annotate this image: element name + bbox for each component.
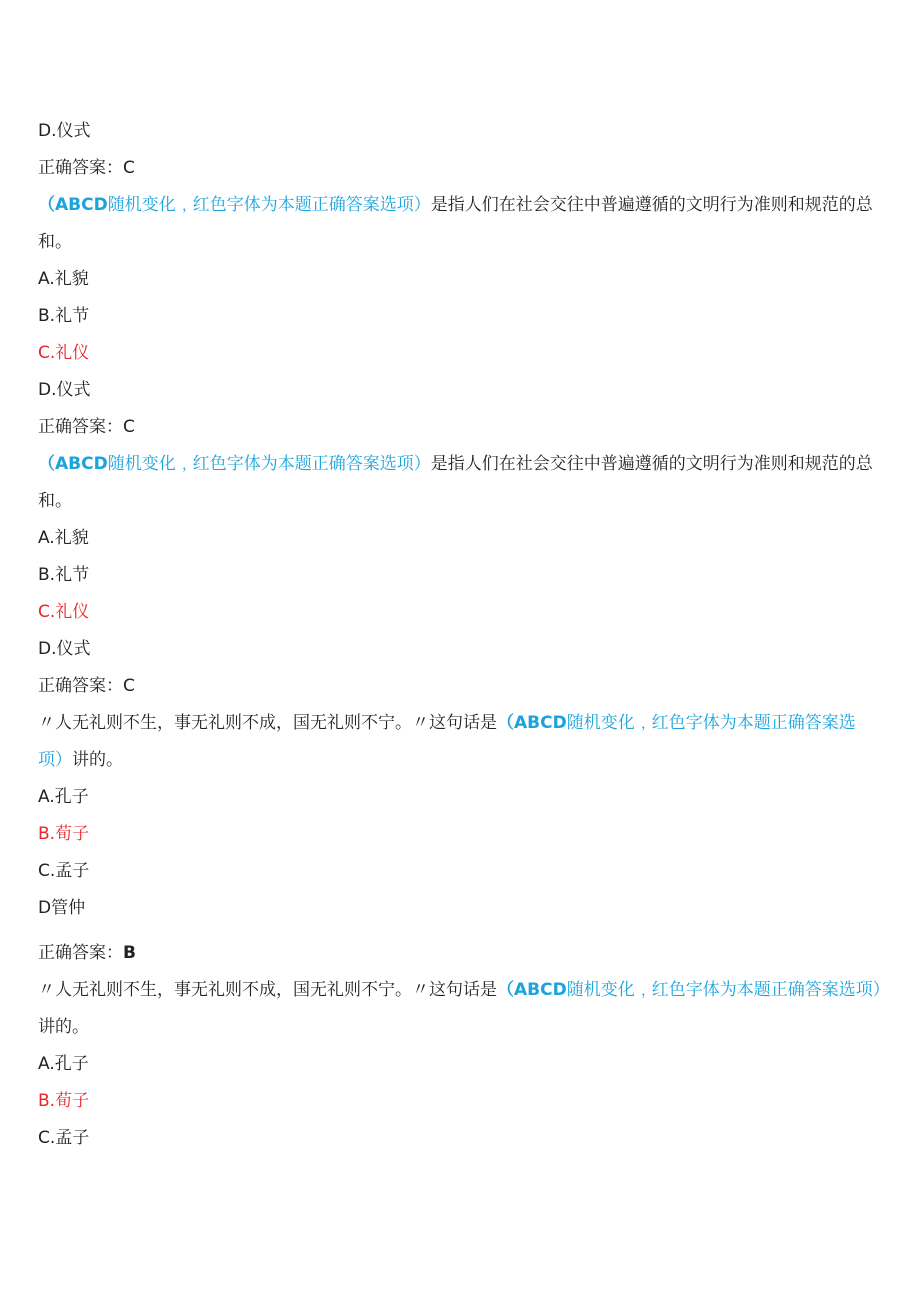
spacer — [38, 932, 868, 940]
question-tag-c: 红色字体为本题正确答案选项） — [651, 980, 890, 1000]
question-tag-a: （ABCD — [497, 713, 567, 733]
question-tag-a: （ABCD — [497, 980, 567, 1000]
answer-value: C — [123, 676, 135, 696]
answer-label: 正确答案： — [38, 158, 123, 178]
question-text: 是指人们在社会交往中普遍遵循的文明行为准则和规范的总 — [430, 454, 873, 474]
option-d: D.仪式 — [38, 639, 91, 659]
correct-answer — [38, 673, 868, 699]
question-tag-b: 随机变化 — [107, 195, 176, 215]
question-tag-a: （ABCD — [38, 195, 108, 215]
question-tag-c: 红色字体为本题正确答案选项） — [192, 195, 431, 215]
option-d: D管仲 — [38, 898, 86, 918]
question-text-end: 讲的。 — [72, 750, 123, 770]
answer-label: 正确答案： — [38, 943, 123, 963]
question-1 — [38, 192, 873, 255]
question-line-1 — [38, 977, 890, 1003]
correct-answer — [38, 414, 868, 440]
option-a: A.孔子 — [38, 1054, 89, 1074]
option-a: A.礼貌 — [38, 269, 89, 289]
option-c-correct: C.礼仪 — [38, 602, 90, 622]
question-line-2: 和。 — [38, 491, 72, 511]
option-b-correct: B.荀子 — [38, 1091, 90, 1111]
question-4 — [38, 977, 890, 1040]
question-tag-c: 红色字体为本题正确答案选项） — [192, 454, 431, 474]
question-tag-c: 红色字体为本题正确答案选 — [651, 713, 856, 733]
answer-value: B — [123, 943, 136, 963]
question-text: 〃人无礼则不生，事无礼则不成，国无礼则不宁。〃这句话是 — [38, 980, 497, 1000]
question-tag-b: 随机变化 — [107, 454, 176, 474]
option-d: D.仪式 — [38, 380, 91, 400]
answer-label: 正确答案： — [38, 676, 123, 696]
document-page — [38, 118, 890, 1162]
question-line-2 — [38, 747, 868, 773]
option-b-correct: B.荀子 — [38, 824, 90, 844]
correct-answer — [38, 940, 868, 966]
question-tag-a: （ABCD — [38, 454, 108, 474]
question-tag-d: 项） — [38, 750, 72, 770]
question-text: 是指人们在社会交往中普遍遵循的文明行为准则和规范的总 — [430, 195, 873, 215]
question-3 — [38, 710, 868, 773]
option-c: C.孟子 — [38, 1128, 90, 1148]
question-tag-b: 随机变化 — [566, 713, 635, 733]
answer-value: C — [123, 417, 135, 437]
question-tag-sep: ﹐ — [175, 454, 193, 474]
option-c: C.孟子 — [38, 861, 90, 881]
correct-answer — [38, 155, 868, 181]
option-b: B.礼节 — [38, 565, 90, 585]
question-tag-sep: ﹐ — [634, 713, 652, 733]
option-d: D.仪式 — [38, 121, 91, 141]
option-c-correct: C.礼仪 — [38, 343, 90, 363]
option-a: A.孔子 — [38, 787, 89, 807]
question-line-2: 讲的。 — [38, 1017, 89, 1037]
option-a: A.礼貌 — [38, 528, 89, 548]
question-line-1 — [38, 710, 868, 736]
question-tag-sep: ﹐ — [634, 980, 652, 1000]
question-tag-b: 随机变化 — [566, 980, 635, 1000]
question-line-2: 和。 — [38, 232, 72, 252]
question-line-1 — [38, 451, 873, 477]
option-b: B.礼节 — [38, 306, 90, 326]
question-line-1 — [38, 192, 873, 218]
question-2 — [38, 451, 873, 514]
answer-value: C — [123, 158, 135, 178]
question-tag-sep: ﹐ — [175, 195, 193, 215]
question-text: 〃人无礼则不生，事无礼则不成，国无礼则不宁。〃这句话是 — [38, 713, 497, 733]
answer-label: 正确答案： — [38, 417, 123, 437]
